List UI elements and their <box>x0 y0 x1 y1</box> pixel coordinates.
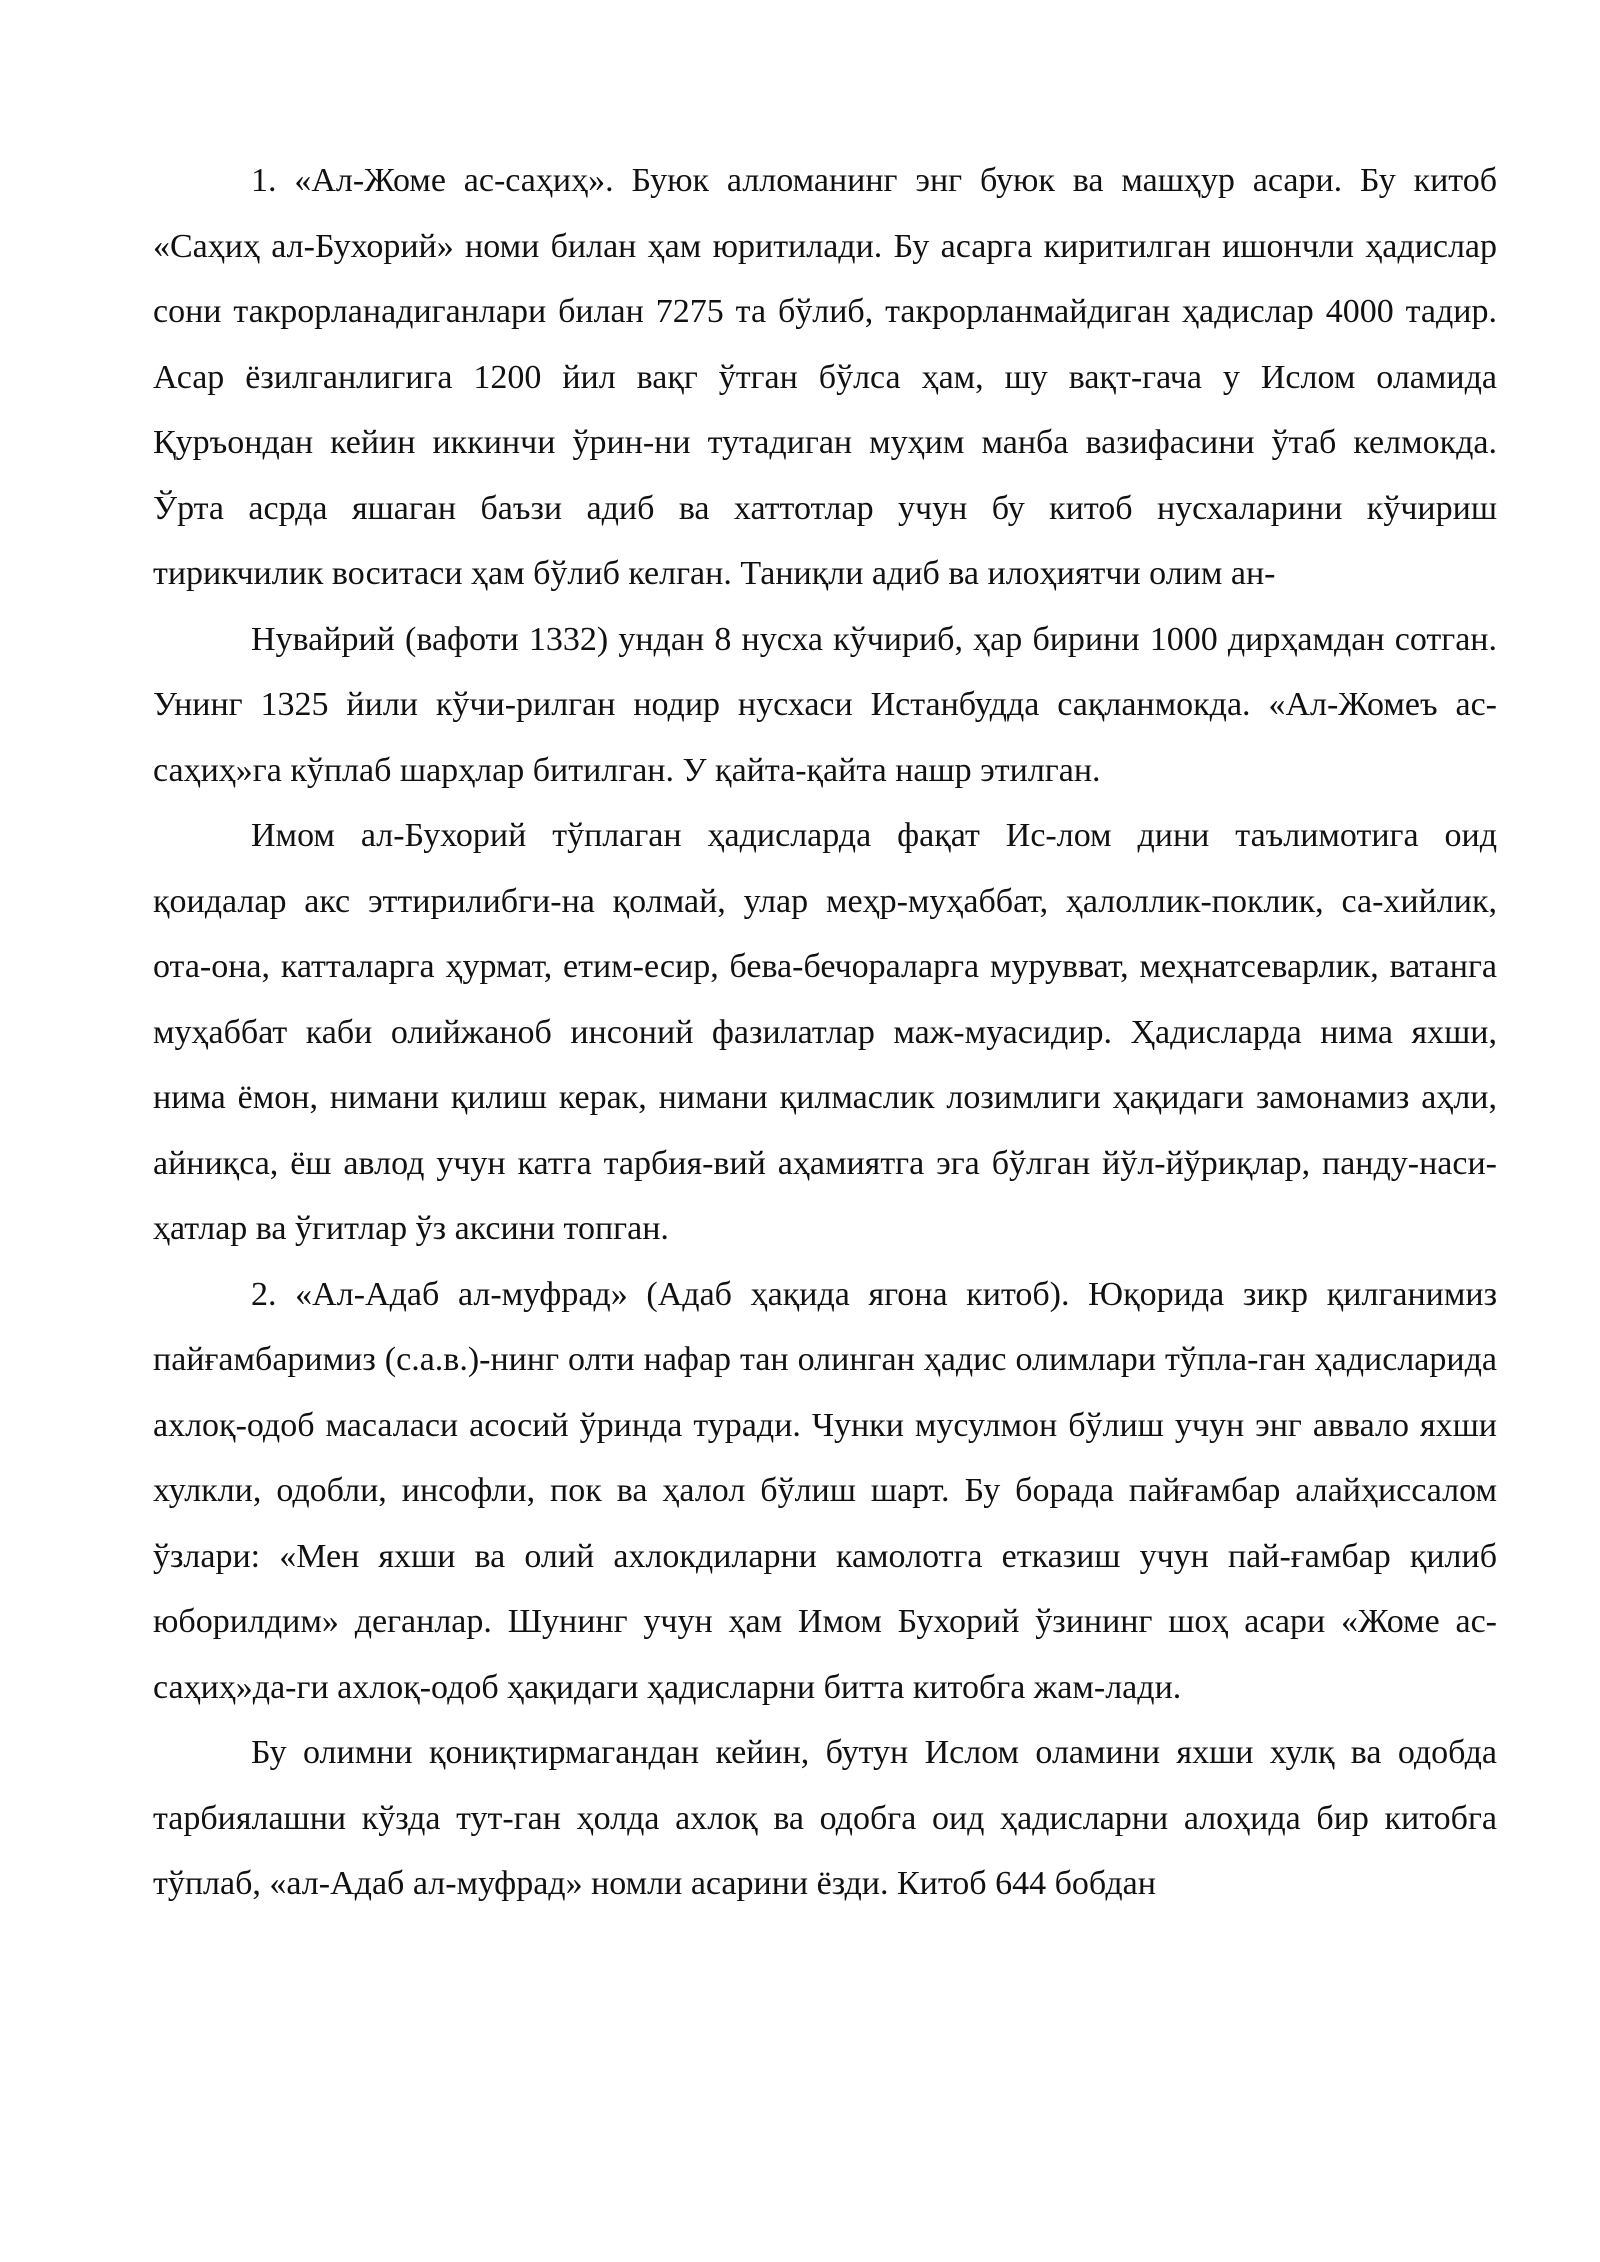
paragraph-nuvayriy: Нувайрий (вафоти 1332) ундан 8 нусха кўчириб, ҳар бирини 1000 дирҳамдан сотган. Унинг 1325 йили кўчи-рилган нодир нусхаси Истанбудда сақланмокда. «Ал-Жомеъ ас-саҳиҳ»га кўплаб шарҳлар битилган. У қайта-қайта нашр этилган. <box>153 620 1497 789</box>
paragraph-al-adab: 2. «Ал-Адаб ал-муфрад» (Адаб ҳақида ягона китоб). Юқорида зикр қилганимиз пайғамбаримиз (с.а.в.)-нинг олти нафар тан олинган ҳадис олимлари тўпла-ган ҳадисларида ахлоқ-одоб масаласи асосий ўринда туради. Чунки мусулмон бўлиш учун энг аввало яхши хулкли, одобли, инсофли, пок ва ҳалол бўлиш шарт. Бу борада пайғамбар алайҳиссалом ўзлари: «Мен яхши ва олий ахлокдиларни камолотга етказиш учун пай-ғамбар қилиб юборилдим» деганлар. Шунинг учун ҳам Имом Бухорий ўзининг шоҳ асари «Жоме ас-саҳиҳ»да-ги ахлоқ-одоб ҳақидаги ҳадисларни битта китобга жам-лади. <box>153 1275 1497 1706</box>
paragraph-book-chapters: Бу олимни қониқтирмагандан кейин, бутун Ислом оламини яхши хулқ ва одобда тарбиялашни кўзда тут-ган ҳолда ахлоқ ва одобга оид ҳадисларни алоҳида бир китобга тўплаб, «ал-Адаб ал-муфрад» номли асарини ёзди. Китоб 644 бобдан <box>153 1734 1497 1902</box>
body-text <box>153 148 1497 1917</box>
paragraph-hadith-virtues: Имом ал-Бухорий тўплаган ҳадисларда фақат Ис-лом дини таълимотига оид қоидалар акс эттирилибги-на қолмай, улар меҳр-муҳаббат, ҳалоллик-поклик, са-хийлик, ота-она, катталарга ҳурмат, етим-есир, бева-бечораларга мурувват, меҳнатсеварлик, ватанга муҳаббат каби олийжаноб инсоний фазилатлар маж-муасидир. Ҳадисларда нима яхши, нима ёмон, нимани қилиш керак, нимани қилмаслик лозимлиги ҳақидаги замонамиз аҳли, айниқса, ёш авлод учун катга тарбия-вий аҳамиятга эга бўлган йўл-йўриқлар, панду-наси-ҳатлар ва ўгитлар ўз аксини топган. <box>153 817 1497 1247</box>
paragraph-al-jome: 1. «Ал-Жоме ас-саҳиҳ». Буюк алломанинг энг буюк ва машҳур асари. Бу китоб «Саҳиҳ ал-Бухорий» номи билан ҳам юритилади. Бу асарга киритилган ишончли ҳадислар сони такрорланадиганлари билан 7275 та бўлиб, такрорланмайдиган ҳадислар 4000 тадир. Асар ёзилганлигига 1200 йил вақг ўтган бўлса ҳам, шу вақт-гача у Ислом оламида Қуръондан кейин иккинчи ўрин-ни тутадиган муҳим манба вазифасини ўтаб келмокда. Ўрта асрда яшаган баъзи адиб ва хаттотлар учун бу китоб нусхаларини кўчириш тирикчилик воситаси ҳам бўлиб келган. Таниқли адиб ва илоҳиятчи олим ан- <box>153 162 1497 592</box>
